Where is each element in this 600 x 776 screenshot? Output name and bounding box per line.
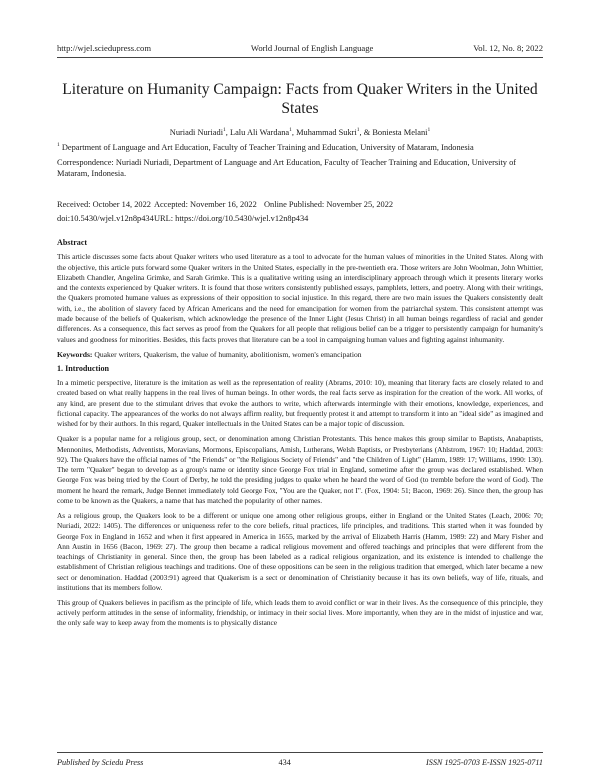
running-header <box>57 43 543 53</box>
author-name: Lalu Ali Wardana <box>229 128 290 137</box>
paragraph: Quaker is a popular name for a religious group, sect, or denomination among Christian Protestants. This hence makes this group similar to Baptists, Anabaptists, Mennonites, Methodists, Adventists, Moravians, Mormons, Episcopalians, Amish, Lutherans, Welsh Baptists, or Presbyterians (Ahlstrom, 1967: 10; Haddad, 2003: 92). The Quakers have the official names of "the Friends" or "the Religious Society of Friends" and "the Children of Light" (Hamm, 1989: 17; Williams, 1990: 130). The term "Quaker" began to develop as a group's name or identity since George Fox trial in England, sometime after the group was declared established. When George Fox was being tried by the Court of Derby, he told the presiding judges to quake when he heard the word of God (to tremble before the word of God). The moment he heard the remark, Judge Bennet immediately told George Fox, "You are the Quaker, not I". (Fox, 1904: 51; Bacon, 1969: 26). Since then, the group has come to be known as the Quakers, a name that has matched the popularity of other names. <box>57 434 543 506</box>
author-separator: , <box>291 128 297 137</box>
keywords-label: Keywords: <box>57 349 93 359</box>
abstract-text: This article discusses some facts about Quaker writers who used literature as a tool to advocate for the human values of minorities in the United States. Along with the objective, this article puts forward some Quaker writers in the United States, especially in the pre-twentieth era. Those writers are John Woolman, John Whittier, Elizabeth Chandler, Angelina Grimke, and Sarah Grimke. This is a qualitative writing using an interdisciplinary approach through which it presents literary works and the contexts experienced by Quaker writers. It is found that those writers consistently published essays, pamphlets, letters, and poetry. Along with their writings, the Quakers promoted humane values as expressions of their opposition to social injustice. In this regard, there are two main issues the Quakers consistently dealt with, i.e., the abolition of slavery faced by African Americans and the need for emancipation for women from the patriarchal system. This consistent attempt was made because of the beliefs of Quakerism, which acknowledge the presence of the Inner Light (Jesus Christ) in all human beings regardless of racial and gender differences. As a consequence, this fact serves as proof from the Quakers for all people that religious belief can be a trigger to persistently campaign for humanity's values and goodness for minorities. Besides, this facts proves that literature can be a tool in campaigning human values and fighting against inhumanity. <box>57 252 543 344</box>
article-body <box>57 238 543 633</box>
correspondence: Correspondence: Nuriadi Nuriadi, Department of Language and Art Education, Faculty of Teacher Training and Education, University of Mataram, Indonesia. <box>57 158 517 179</box>
doi-url[interactable]: URL: https://doi.org/10.5430/wjel.v12n8p434 <box>154 213 309 223</box>
author-affil-marker: 1 <box>356 127 360 134</box>
author-affil-marker: 1 <box>223 127 226 134</box>
author-affil-marker: 1 <box>427 127 431 134</box>
author-separator: , <box>359 128 364 137</box>
author-list <box>57 128 543 137</box>
page-footer <box>57 758 543 767</box>
abstract-heading: Abstract <box>57 238 88 247</box>
journal-name: World Journal of English Language <box>250 43 374 53</box>
publisher: Published by Sciedu Press <box>57 758 144 767</box>
author-separator: , <box>225 128 230 137</box>
paragraph: This group of Quakers believes in pacifism as the principle of life, which leads them to avoid conflict or war in their lives. As the consequence of this principle, they actively perform attitudes in the sense of informality, friendship, or intimacy in their social lives. More importantly, when they are in the midst of injustice and war, the only safe way to keep away from the moments is to physically distance <box>57 597 543 628</box>
affiliation-text: Department of Language and Art Education, Faculty of Teacher Training and Education, University of Mataram, Indonesia <box>59 143 474 152</box>
published-date: Online Published: November 25, 2022 <box>264 200 394 209</box>
issn: ISSN 1925-0703 E-ISSN 1925-0711 <box>426 758 543 767</box>
publication-dates <box>57 198 543 225</box>
journal-url[interactable]: http://wjel.sciedupress.com <box>57 43 152 53</box>
paragraph: In a mimetic perspective, literature is the imitation as well as the representation of reality (Abrams, 2010: 10), meaning that literary facts are closely related to and created based on what really happens in the real lives of human beings. In other words, the real facts serve as inspiration for the creation of the work. All works, of any kind, are present due to the stimulant drives that evoke the authors to write, which afterwards intermingle with their emotions, knowledge, experiences, and fictional capacity. The appearances of the works do not always affirm reality, but frequently protest it and attempt to transform it into an "ideal side" as imagined and wished for by their authors. In this regard, Quaker intellectuals in the United States can be a major topic of discussion. <box>57 378 543 429</box>
author-name: Muhammad Sukri <box>296 128 357 137</box>
article-title: Literature on Humanity Campaign: Facts from Quaker Writers in the United States <box>62 81 538 117</box>
doi[interactable]: doi:10.5430/wjel.v12n8p434 <box>57 213 154 223</box>
keywords <box>57 350 543 360</box>
received-date: Received: October 14, 2022 <box>57 200 151 209</box>
footer-divider <box>57 752 543 753</box>
keywords-text: Quaker writers, Quakerism, the value of humanity, abolitionism, women's emancipation <box>92 349 362 359</box>
accepted-date: Accepted: November 16, 2022 <box>154 200 257 209</box>
volume-issue: Vol. 12, No. 8; 2022 <box>473 43 543 53</box>
affiliation-marker: 1 <box>57 142 60 149</box>
affiliation <box>57 142 543 153</box>
header-divider <box>57 57 543 58</box>
paragraph: As a religious group, the Quakers look to be a different or unique one among other religious groups, either in England or the United States (Leach, 2006: 70; Nuriadi, 2022: 1405). The differences or uniqueness refer to the core beliefs, ritual practices, life principles, and traditions. This started when it was founded by George Fox in England in 1652 and when it first appeared in America in 1655, marked by the arrival of Elizabeth Harris (Hamm, 1989: 22) and Mary Fisher and Ann Austin in 1656 (Bacon, 1969: 27). The group then became a radical religious movement and offered teachings and principles that were different from the teachings of Christianity in general. Since then, the group has been labeled as a radical religious organization, and its existence is intended to challenge the establishment of Christian religious teachings and traditions. One of these oppositions can be seen in the religious tradition that emerged, which later became a new sect or denomination. Haddad (2003:91) agreed that Quakerism is a sect or denomination of Christianity because it has its own beliefs, way of life, rituals, and institutions that its members follow. <box>57 510 543 592</box>
author-name: & Boniesta Melani <box>363 128 428 137</box>
page-number: 434 <box>278 758 291 767</box>
author-name: Nuriadi Nuriadi <box>169 128 224 137</box>
section-heading-introduction: 1. Introduction <box>57 363 110 373</box>
author-affil-marker: 1 <box>289 127 292 134</box>
